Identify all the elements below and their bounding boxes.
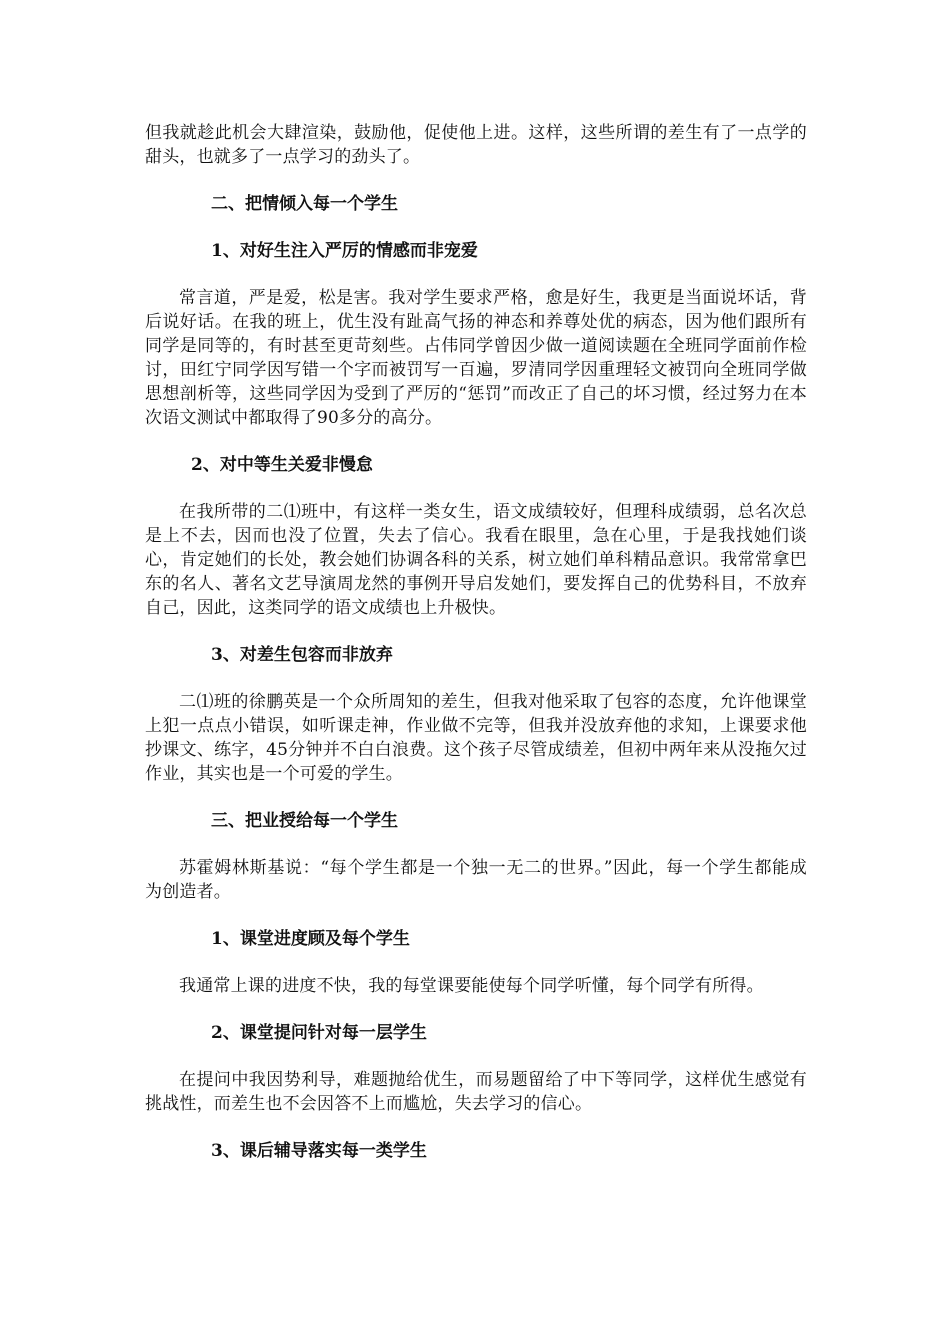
paragraph-quote: 苏霍姆林斯基说：“每个学生都是一个独一无二的世界。”因此，每一个学生都能成为创造者。 bbox=[145, 858, 807, 902]
paragraph-strict-love: 常言道，严是爱，松是害。我对学生要求严格，愈是好生，我更是当面说坏话，背后说好话。在我的班上，优生没有趾高气扬的神态和养尊处优的病态，因为他们跟所有同学是同等的，有时甚至更苛刻些。占伟同学曾因少做一道阅读题在全班同学面前作检讨，田红宁同学因写错一个字而被罚写一百遍，罗清同学因重理轻文被罚向全班同学做思想剖析等，这些同学因为受到了严厉的“惩罚”而改正了自己的坏习惯，经过努力在本次语文测试中都取得了90多分的高分。 bbox=[145, 288, 807, 428]
subheading-2-3: 3、对差生包容而非放弃 bbox=[211, 645, 393, 665]
paragraph-middle-students: 在我所带的二⑴班中，有这样一类女生，语文成绩较好，但理科成绩弱，总名次总是上不去，因而也没了位置，失去了信心。我看在眼里，急在心里，于是我找她们谈心，肯定她们的长处，教会她们协调各科的关系，树立她们单科精品意识。我常常拿巴东的名人、著名文艺导演周龙然的事例开导启发她们，要发挥自己的优势科目，不放弃自己，因此，这类同学的语文成绩也上升极快。 bbox=[145, 502, 807, 618]
paragraph-weak-students: 二⑴班的徐鹏英是一个众所周知的差生，但我对他采取了包容的态度，允许他课堂上犯一点点小错误，如听课走神，作业做不完等，但我并没放弃他的求知，上课要求他抄课文、练字，45分钟并不白白浪费。这个孩子尽管成绩差，但初中两年来从没拖欠过作业，其实也是一个可爱的学生。 bbox=[145, 692, 807, 784]
paragraph-intro: 但我就趁此机会大肆渲染，鼓励他，促使他上进。这样，这些所谓的差生有了一点学的甜头，也就多了一点学习的劲头了。 bbox=[145, 123, 807, 167]
paragraph-pace: 我通常上课的进度不快，我的每堂课要能使每个同学听懂，每个同学有所得。 bbox=[179, 976, 764, 996]
subheading-3-1: 1、课堂进度顾及每个学生 bbox=[211, 929, 410, 949]
subheading-2-2: 2、对中等生关爱非慢怠 bbox=[191, 455, 373, 475]
subheading-3-2: 2、课堂提问针对每一层学生 bbox=[211, 1023, 427, 1043]
subheading-2-1: 1、对好生注入严厉的情感而非宠爱 bbox=[211, 241, 478, 261]
section-heading-2: 二、把情倾入每一个学生 bbox=[211, 194, 398, 214]
document-page bbox=[145, 121, 807, 1163]
section-heading-3: 三、把业授给每一个学生 bbox=[211, 811, 398, 831]
paragraph-questions: 在提问中我因势利导，难题抛给优生，而易题留给了中下等同学，这样优生感觉有挑战性，而差生也不会因答不上而尴尬，失去学习的信心。 bbox=[145, 1070, 807, 1114]
subheading-3-3: 3、课后辅导落实每一类学生 bbox=[211, 1141, 427, 1161]
